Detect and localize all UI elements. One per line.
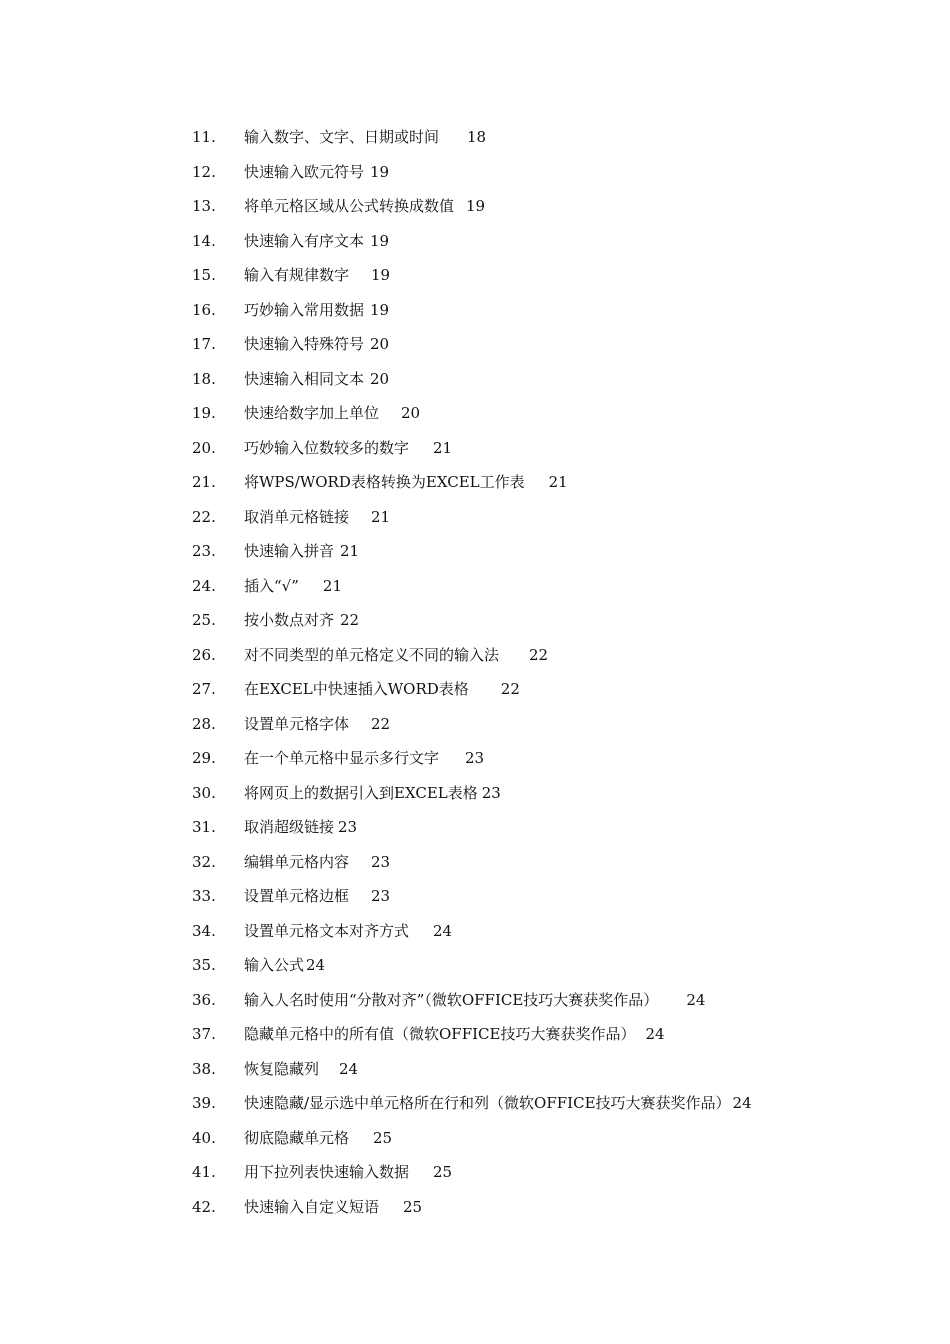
entry-title: 编辑单元格内容 <box>244 852 350 871</box>
entry-number: 11. <box>192 128 216 146</box>
entry-title-line <box>244 776 501 811</box>
entry-number: 27. <box>192 680 216 698</box>
entry-title-line <box>244 1121 392 1156</box>
entry-number: 36. <box>192 990 216 1009</box>
entry-title: 设置单元格边框 <box>244 887 350 905</box>
toc-entry[interactable] <box>0 983 950 1018</box>
entry-title: 输入数字、文字、日期或时间 <box>244 128 440 146</box>
entry-page: 21 <box>433 438 453 457</box>
entry-title: 输入公式 <box>244 956 305 974</box>
toc-entry[interactable] <box>0 1017 950 1052</box>
entry-title: 输入有规律数字 <box>244 266 350 284</box>
entry-title: 在EXCEL中快速插入WORD表格 <box>244 680 469 698</box>
toc-entry[interactable] <box>0 155 950 190</box>
entry-title: 按小数点对齐 <box>244 611 335 629</box>
entry-page: 23 <box>338 818 358 836</box>
entry-number: 34. <box>192 921 216 940</box>
entry-title-line <box>244 534 359 569</box>
entry-title: 用下拉列表快速输入数据 <box>244 1163 410 1181</box>
entry-number: 40. <box>192 1128 216 1147</box>
entry-number: 13. <box>192 197 216 215</box>
toc-entry[interactable] <box>0 534 950 569</box>
entry-title: 巧妙输入位数较多的数字 <box>244 438 410 457</box>
entry-number: 29. <box>192 749 216 767</box>
toc-entry[interactable] <box>0 431 950 466</box>
toc-entry[interactable] <box>0 776 950 811</box>
entry-title: 将WPS/WORD表格转换为EXCEL工作表 <box>244 473 525 491</box>
toc-entry[interactable] <box>0 638 950 673</box>
toc-entry[interactable] <box>0 1086 950 1121</box>
entry-title-line <box>244 1017 665 1052</box>
entry-title-line <box>244 741 484 776</box>
entry-number: 21. <box>192 473 216 491</box>
entry-number: 41. <box>192 1163 216 1181</box>
entry-page: 21 <box>371 507 391 526</box>
entry-title-line <box>244 293 389 328</box>
toc-entry[interactable] <box>0 1190 950 1225</box>
entry-title-line <box>244 983 705 1018</box>
entry-title-line <box>244 396 420 431</box>
entry-title-line <box>244 948 325 983</box>
entry-title: 将单元格区域从公式转换成数值 <box>244 197 455 215</box>
entry-number: 26. <box>192 645 216 664</box>
entry-title: 取消单元格链接 <box>244 507 350 526</box>
entry-page: 22 <box>340 611 360 629</box>
toc-entry[interactable] <box>0 1155 950 1190</box>
entry-title: 快速输入自定义短语 <box>244 1197 380 1216</box>
entry-page: 24 <box>645 1025 665 1043</box>
entry-title: 插入“√” <box>244 576 299 595</box>
entry-number: 22. <box>192 507 216 526</box>
entry-page: 24 <box>306 956 326 974</box>
entry-number: 14. <box>192 231 216 250</box>
entry-page: 25 <box>373 1128 393 1147</box>
toc-entry[interactable] <box>0 362 950 397</box>
entry-page: 21 <box>340 542 360 560</box>
entry-number: 17. <box>192 335 216 353</box>
entry-title: 恢复隐藏列 <box>244 1059 320 1078</box>
entry-title: 设置单元格字体 <box>244 714 350 733</box>
toc-entry[interactable] <box>0 224 950 259</box>
entry-title: 将网页上的数据引入到EXCEL表格 <box>244 783 478 802</box>
entry-title: 取消超级链接 <box>244 818 335 836</box>
entry-title: 快速给数字加上单位 <box>244 404 380 422</box>
entry-title: 快速输入拼音 <box>244 542 335 560</box>
entry-title-line <box>244 879 390 914</box>
entry-page: 24 <box>732 1094 752 1112</box>
entry-title-line <box>244 914 452 949</box>
entry-title: 快速隐藏/显示选中单元格所在行和列（微软OFFICE技巧大赛获奖作品） <box>244 1094 731 1112</box>
entry-number: 37. <box>192 1025 216 1043</box>
entry-number: 25. <box>192 611 216 629</box>
toc-entry[interactable] <box>0 603 950 638</box>
entry-number: 24. <box>192 576 216 595</box>
entry-title-line <box>244 569 342 604</box>
entry-title-line <box>244 1086 752 1121</box>
toc-entry[interactable] <box>0 258 950 293</box>
entry-page: 23 <box>465 749 485 767</box>
entry-title-line <box>244 258 390 293</box>
toc-entry[interactable] <box>0 879 950 914</box>
toc-entry[interactable] <box>0 396 950 431</box>
entry-title: 设置单元格文本对齐方式 <box>244 921 410 940</box>
entry-number: 30. <box>192 783 216 802</box>
entry-number: 31. <box>192 818 216 836</box>
entry-number: 18. <box>192 369 216 388</box>
entry-title-line <box>244 672 520 707</box>
entry-page: 22 <box>500 680 520 698</box>
entry-page: 23 <box>481 783 501 802</box>
entry-number: 12. <box>192 162 216 181</box>
entry-number: 28. <box>192 714 216 733</box>
entry-title-line <box>244 224 389 259</box>
toc-entry[interactable] <box>0 672 950 707</box>
entry-title-line <box>244 603 359 638</box>
entry-page: 19 <box>371 266 391 284</box>
entry-page: 24 <box>433 921 453 940</box>
entry-page: 18 <box>467 128 487 146</box>
entry-title-line <box>244 845 390 880</box>
entry-number: 39. <box>192 1094 216 1112</box>
entry-page: 22 <box>529 645 549 664</box>
entry-page: 19 <box>466 197 486 215</box>
toc-entry[interactable] <box>0 1121 950 1156</box>
toc-entry[interactable] <box>0 465 950 500</box>
entry-number: 32. <box>192 852 216 871</box>
entry-number: 33. <box>192 887 216 905</box>
entry-page: 20 <box>370 369 390 388</box>
entry-page: 19 <box>370 162 390 181</box>
toc-entry[interactable] <box>0 327 950 362</box>
entry-title: 快速输入相同文本 <box>244 369 365 388</box>
entry-title-line <box>244 465 568 500</box>
toc-entry[interactable] <box>0 1052 950 1087</box>
toc-entry[interactable] <box>0 845 950 880</box>
entry-page: 25 <box>433 1163 453 1181</box>
entry-title-line <box>244 500 390 535</box>
entry-number: 38. <box>192 1059 216 1078</box>
entry-page: 20 <box>370 335 390 353</box>
entry-title-line <box>244 189 485 224</box>
entry-title: 在一个单元格中显示多行文字 <box>244 749 440 767</box>
toc-entry[interactable] <box>0 914 950 949</box>
entry-title-line <box>244 362 389 397</box>
entry-title-line <box>244 327 389 362</box>
entry-title: 快速输入欧元符号 <box>244 162 365 181</box>
entry-title-line <box>244 1052 358 1087</box>
entry-title-line <box>244 431 452 466</box>
entry-page: 25 <box>403 1197 423 1216</box>
entry-page: 22 <box>371 714 391 733</box>
entry-title-line <box>244 707 390 742</box>
entry-page: 19 <box>370 300 390 319</box>
entry-title-line <box>244 810 357 845</box>
entry-page: 24 <box>686 990 706 1009</box>
entry-page: 23 <box>371 852 391 871</box>
entry-title: 输入人名时使用“分散对齐”（微软OFFICE技巧大赛获奖作品） <box>244 990 659 1009</box>
entry-number: 19. <box>192 404 216 422</box>
toc-entry[interactable] <box>0 500 950 535</box>
toc-entry[interactable] <box>0 810 950 845</box>
entry-number: 35. <box>192 956 216 974</box>
entry-title-line <box>244 638 548 673</box>
toc-entry[interactable] <box>0 707 950 742</box>
entry-title-line <box>244 1190 422 1225</box>
entry-number: 15. <box>192 266 216 284</box>
entry-page: 20 <box>401 404 421 422</box>
toc-entry[interactable] <box>0 569 950 604</box>
entry-title: 巧妙输入常用数据 <box>244 300 365 319</box>
entry-title: 快速输入有序文本 <box>244 231 365 250</box>
entry-title: 快速输入特殊符号 <box>244 335 365 353</box>
entry-number: 23. <box>192 542 216 560</box>
entry-title-line <box>244 1155 452 1190</box>
entry-page: 21 <box>548 473 568 491</box>
toc-entry[interactable] <box>0 120 950 155</box>
toc-entry[interactable] <box>0 741 950 776</box>
toc-entry[interactable] <box>0 948 950 983</box>
entry-title: 对不同类型的单元格定义不同的输入法 <box>244 645 500 664</box>
entry-page: 23 <box>371 887 391 905</box>
entry-page: 24 <box>339 1059 359 1078</box>
entry-title-line <box>244 120 486 155</box>
entry-title: 隐藏单元格中的所有值（微软OFFICE技巧大赛获奖作品） <box>244 1025 636 1043</box>
entry-page: 21 <box>322 576 342 595</box>
toc-entry[interactable] <box>0 293 950 328</box>
entry-number: 42. <box>192 1197 216 1216</box>
entry-title-line <box>244 155 389 190</box>
entry-title: 彻底隐藏单元格 <box>244 1128 350 1147</box>
entry-number: 20. <box>192 438 216 457</box>
toc-entry[interactable] <box>0 189 950 224</box>
entry-number: 16. <box>192 300 216 319</box>
entry-page: 19 <box>370 231 390 250</box>
table-of-contents <box>0 120 950 1224</box>
